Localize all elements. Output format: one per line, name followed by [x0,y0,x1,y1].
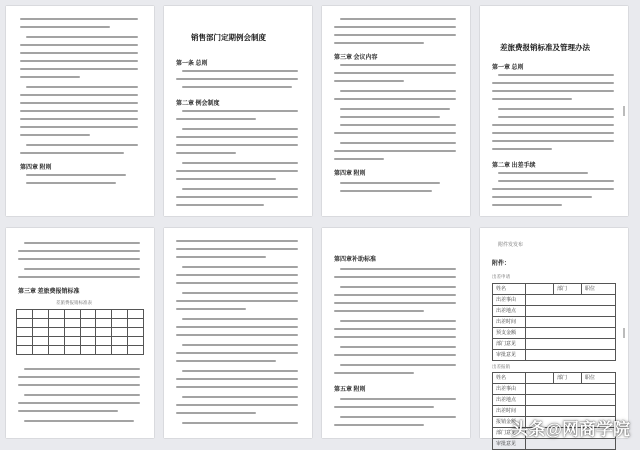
travel-request-form [492,283,616,361]
section-heading: 第四章 附则 [334,171,366,177]
form-row [493,384,615,395]
form-row-label: 姓名 [496,376,507,381]
form-row [493,439,615,449]
page-top-text: 附件发发布 [498,243,524,248]
form-row-label: 报销金额 [496,420,517,425]
dept-label: 部门 [557,376,568,381]
table-caption: 差旅费报销标准表 [56,300,92,305]
form-row-label: 姓名 [496,287,507,292]
document-page-4 [480,6,628,216]
form-row [493,350,615,360]
form-row-label: 预支金额 [496,331,517,336]
section-heading: 第四章补助标准 [334,257,377,263]
document-page-8 [480,228,628,447]
document-page-3 [322,6,470,216]
section-heading: 第三章 会议内容 [334,55,378,61]
form-row-label: 出差事由 [496,298,517,303]
form-row [493,328,615,339]
section-heading: 第三章 差旅费报销标准 [18,289,80,295]
attachment-heading: 附件： [492,261,511,267]
page-title: 销售部门定期例会制度 [191,33,266,42]
section-heading: 第二章 例会制度 [176,101,220,107]
position-label: 职位 [585,376,596,381]
form-a-label: 出差申请 [492,274,510,279]
document-page-7 [322,228,470,438]
page-title: 差旅费报销标准及管理办法 [500,43,590,52]
form-row-label: 审批意见 [496,353,517,358]
form-row-label: 审批意见 [496,442,517,447]
form-row-label: 部门意见 [496,342,517,347]
form-row [493,339,615,350]
expense-standards-table [16,309,144,355]
section-heading: 第二章 出差手续 [492,163,536,169]
form-row [493,306,615,317]
form-row [493,295,615,306]
position-label: 职位 [585,287,596,292]
document-page-2 [164,6,312,216]
form-row [493,395,615,406]
dept-label: 部门 [557,287,568,292]
form-row-label: 出差时间 [496,320,517,325]
form-row-label: 出差地点 [496,309,517,314]
document-page-6 [164,228,312,438]
form-row [493,373,615,384]
watermark: 头条@网商学院 [511,420,630,439]
section-heading: 第四章 附则 [20,165,52,171]
form-row-label: 出差时间 [496,409,517,414]
section-heading: 第一条 总则 [176,61,208,67]
document-page-5 [6,228,154,438]
form-row [493,284,615,295]
form-b-label: 出差报销 [492,364,510,369]
form-row-label: 出差地点 [496,398,517,403]
form-row-label: 部门意见 [496,431,517,436]
form-row [493,317,615,328]
section-heading: 第一章 总则 [492,65,524,71]
document-page-1 [6,6,154,216]
section-heading: 第五章 附则 [334,387,366,393]
form-row-label: 出差事由 [496,387,517,392]
